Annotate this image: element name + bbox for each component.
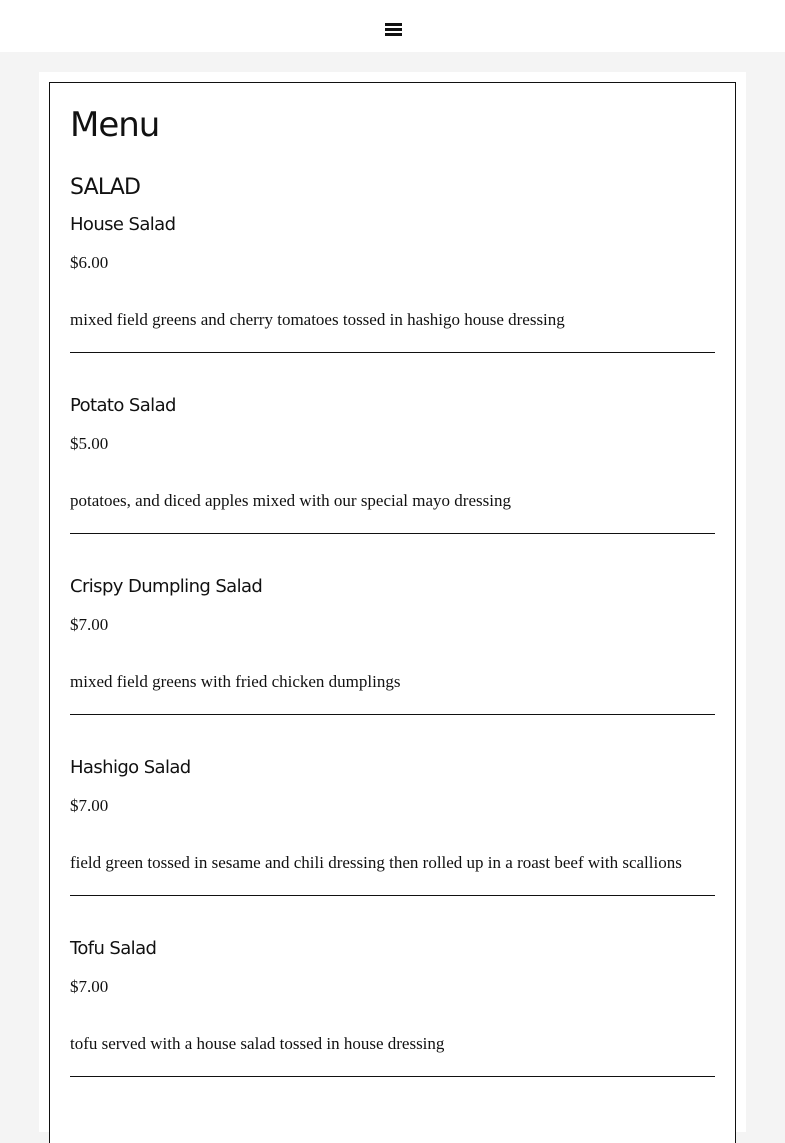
item-name: Tofu Salad bbox=[70, 938, 157, 959]
menu-item bbox=[70, 574, 715, 755]
item-price: $6.00 bbox=[70, 253, 109, 272]
item-divider bbox=[70, 1076, 715, 1077]
item-description: potatoes, and diced apples mixed with our special mayo dressing bbox=[70, 491, 511, 510]
menu-item bbox=[70, 936, 715, 1117]
item-description: tofu served with a house salad tossed in house dressing bbox=[70, 1034, 445, 1053]
item-divider bbox=[70, 714, 715, 715]
item-price: $5.00 bbox=[70, 434, 109, 453]
hamburger-menu-icon[interactable] bbox=[385, 23, 402, 37]
page-title: Menu bbox=[70, 105, 160, 145]
item-name: Hashigo Salad bbox=[70, 757, 191, 778]
menu-frame bbox=[49, 82, 736, 1143]
menu-item bbox=[70, 393, 715, 574]
menu-item bbox=[70, 212, 715, 393]
hamburger-line bbox=[385, 33, 402, 36]
item-description: mixed field greens and cherry tomatoes tossed in hashigo house dressing bbox=[70, 310, 565, 329]
item-price: $7.00 bbox=[70, 796, 109, 815]
item-divider bbox=[70, 895, 715, 896]
hamburger-line bbox=[385, 23, 402, 26]
menu-items-list bbox=[70, 212, 715, 1117]
item-price: $7.00 bbox=[70, 615, 109, 634]
item-divider bbox=[70, 352, 715, 353]
item-description: field green tossed in sesame and chili dressing then rolled up in a roast beef with scallions bbox=[70, 853, 682, 872]
section-title: SALAD bbox=[70, 175, 141, 200]
item-price: $7.00 bbox=[70, 977, 109, 996]
item-divider bbox=[70, 533, 715, 534]
item-description: mixed field greens with fried chicken dumplings bbox=[70, 672, 401, 691]
hamburger-line bbox=[385, 28, 402, 31]
item-name: Potato Salad bbox=[70, 395, 176, 416]
top-bar bbox=[0, 0, 785, 52]
menu-item bbox=[70, 755, 715, 936]
item-name: House Salad bbox=[70, 214, 176, 235]
item-name: Crispy Dumpling Salad bbox=[70, 576, 263, 597]
